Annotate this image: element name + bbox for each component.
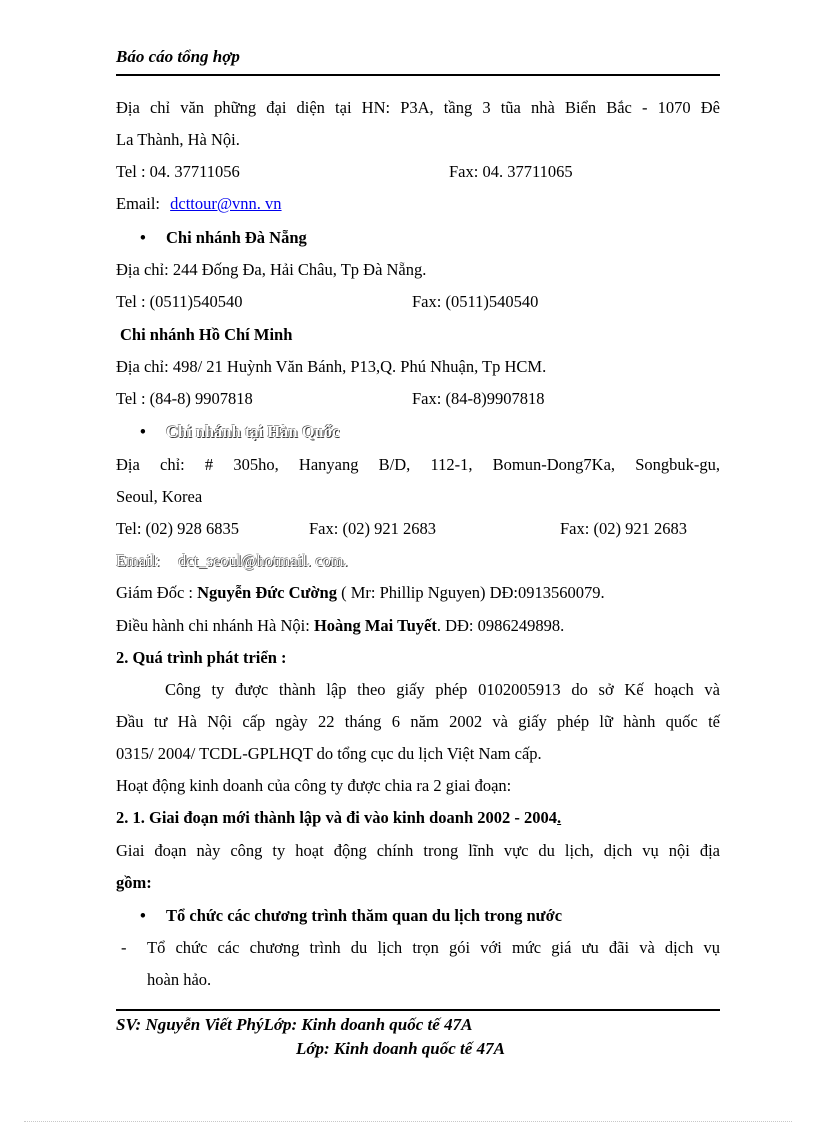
section-2-1-dash-text-line2: hoàn hảo. [147, 970, 212, 989]
bullet-icon: • [140, 228, 146, 247]
header-divider [116, 74, 720, 76]
footer-line2: Lớp: Kinh doanh quốc tế 47A [296, 1039, 505, 1058]
director-label: Giám Đốc : [116, 583, 193, 602]
korea-email-label: Email: [116, 551, 160, 570]
manager-label: Điều hành chi nhánh Hà Nội: [116, 616, 310, 635]
hanoi-address-line1: Địa chỉ văn phững đại diện tại HN: P3A, tầng 3 tũa nhà Biển Bắc - 1070 Đê [116, 98, 720, 117]
page-header-title: Báo cáo tổng hợp [116, 47, 240, 66]
footer-divider [116, 1009, 720, 1011]
danang-title: Chi nhánh Đà Nẵng [166, 228, 307, 247]
section-2-para-line3: 0315/ 2004/ TCDL-GPLHQT do tổng cục du lịch Việt Nam cấp. [116, 744, 542, 763]
manager-details: . DĐ: 0986249898. [436, 616, 565, 635]
korea-fax-1: Fax: (02) 921 2683 [309, 519, 436, 538]
korea-fax-2: Fax: (02) 921 2683 [560, 519, 687, 538]
manager-name: Hoàng Mai Tuyết [313, 616, 437, 635]
manager-row [116, 616, 720, 636]
director-row [116, 583, 720, 603]
hcm-title: Chi nhánh Hồ Chí Minh [120, 325, 293, 344]
danang-contact-row [116, 292, 720, 312]
korea-address-line2: Seoul, Korea [116, 487, 203, 506]
section-2-heading: 2. Quá trình phát triển : [116, 648, 287, 667]
bullet-icon: • [140, 422, 146, 441]
footer-line1: SV: Nguyễn Viết PhýLớp: Kinh doanh quốc tế 47A [116, 1015, 473, 1034]
korea-email: dct_seoul@hotmail. com. [178, 551, 348, 570]
hanoi-email-link[interactable]: dcttour@vnn. vn [170, 194, 282, 213]
hanoi-contact-row [116, 162, 720, 182]
section-2-1-heading [116, 808, 720, 828]
hcm-address: Địa chỉ: 498/ 21 Huỳnh Văn Bánh, P13,Q. Phú Nhuận, Tp HCM. [116, 357, 547, 376]
danang-address: Địa chỉ: 244 Đống Đa, Hải Châu, Tp Đà Nẵng. [116, 260, 427, 279]
korea-email-row [116, 551, 720, 571]
hanoi-email-label: Email: [116, 194, 160, 213]
director-details: ( Mr: Phillip Nguyen) DĐ:0913560079. [341, 583, 605, 602]
hcm-tel: Tel : (84-8) 9907818 [116, 389, 253, 408]
hcm-fax: Fax: (84-8)9907818 [412, 389, 545, 408]
section-2-1-heading-text: 2. 1. Giai đoạn mới thành lập và đi vào kinh doanh 2002 - 2004 [116, 808, 558, 827]
section-2-para-line4: Hoạt động kinh doanh của công ty được chia ra 2 giai đoạn: [116, 776, 512, 795]
hanoi-fax: Fax: 04. 37711065 [449, 162, 573, 181]
danang-fax: Fax: (0511)540540 [412, 292, 539, 311]
danang-heading [116, 228, 720, 248]
hanoi-email-row [116, 194, 720, 214]
section-2-para-line2: Đầu tư Hà Nội cấp ngày 22 tháng 6 năm 2002 và giấy phép lữ hành quốc tế [116, 712, 720, 731]
korea-title: Chi nhánh tại Hàn Quốc [166, 422, 340, 441]
korea-heading [116, 422, 720, 442]
korea-contact-row [116, 519, 720, 539]
section-2-para-line1: Công ty được thành lập theo giấy phép 0102005913 do sở Kế hoạch và [165, 680, 720, 699]
korea-address-line1: Địa chỉ: # 305ho, Hanyang B/D, 112-1, Bomun-Dong7Ka, Songbuk-gu, [116, 455, 720, 474]
director-name: Nguyễn Đức Cường [197, 583, 337, 602]
page-bottom-dotted-rule [24, 1121, 792, 1122]
hcm-contact-row [116, 389, 720, 409]
korea-tel: Tel: (02) 928 6835 [116, 519, 240, 538]
section-2-1-bullet-text: Tổ chức các chương trình thăm quan du lịch trong nước [166, 906, 563, 925]
hanoi-tel: Tel : 04. 37711056 [116, 162, 240, 181]
danang-tel: Tel : (0511)540540 [116, 292, 243, 311]
section-2-1-dash-text-line1: Tổ chức các chương trình du lịch trọn gói với mức giá ưu đãi và dịch vụ [147, 938, 720, 957]
section-2-1-bullet-item [116, 906, 720, 926]
section-2-1-heading-end: . [557, 808, 562, 827]
bullet-icon: • [140, 906, 146, 925]
hanoi-address-line2: La Thành, Hà Nội. [116, 130, 240, 149]
dash-icon: - [121, 938, 127, 957]
section-2-1-para-line2: gồm: [116, 873, 152, 892]
section-2-1-para-line1: Giai đoạn này công ty hoạt động chính trong lĩnh vực du lịch, dịch vụ nội địa [116, 841, 720, 860]
